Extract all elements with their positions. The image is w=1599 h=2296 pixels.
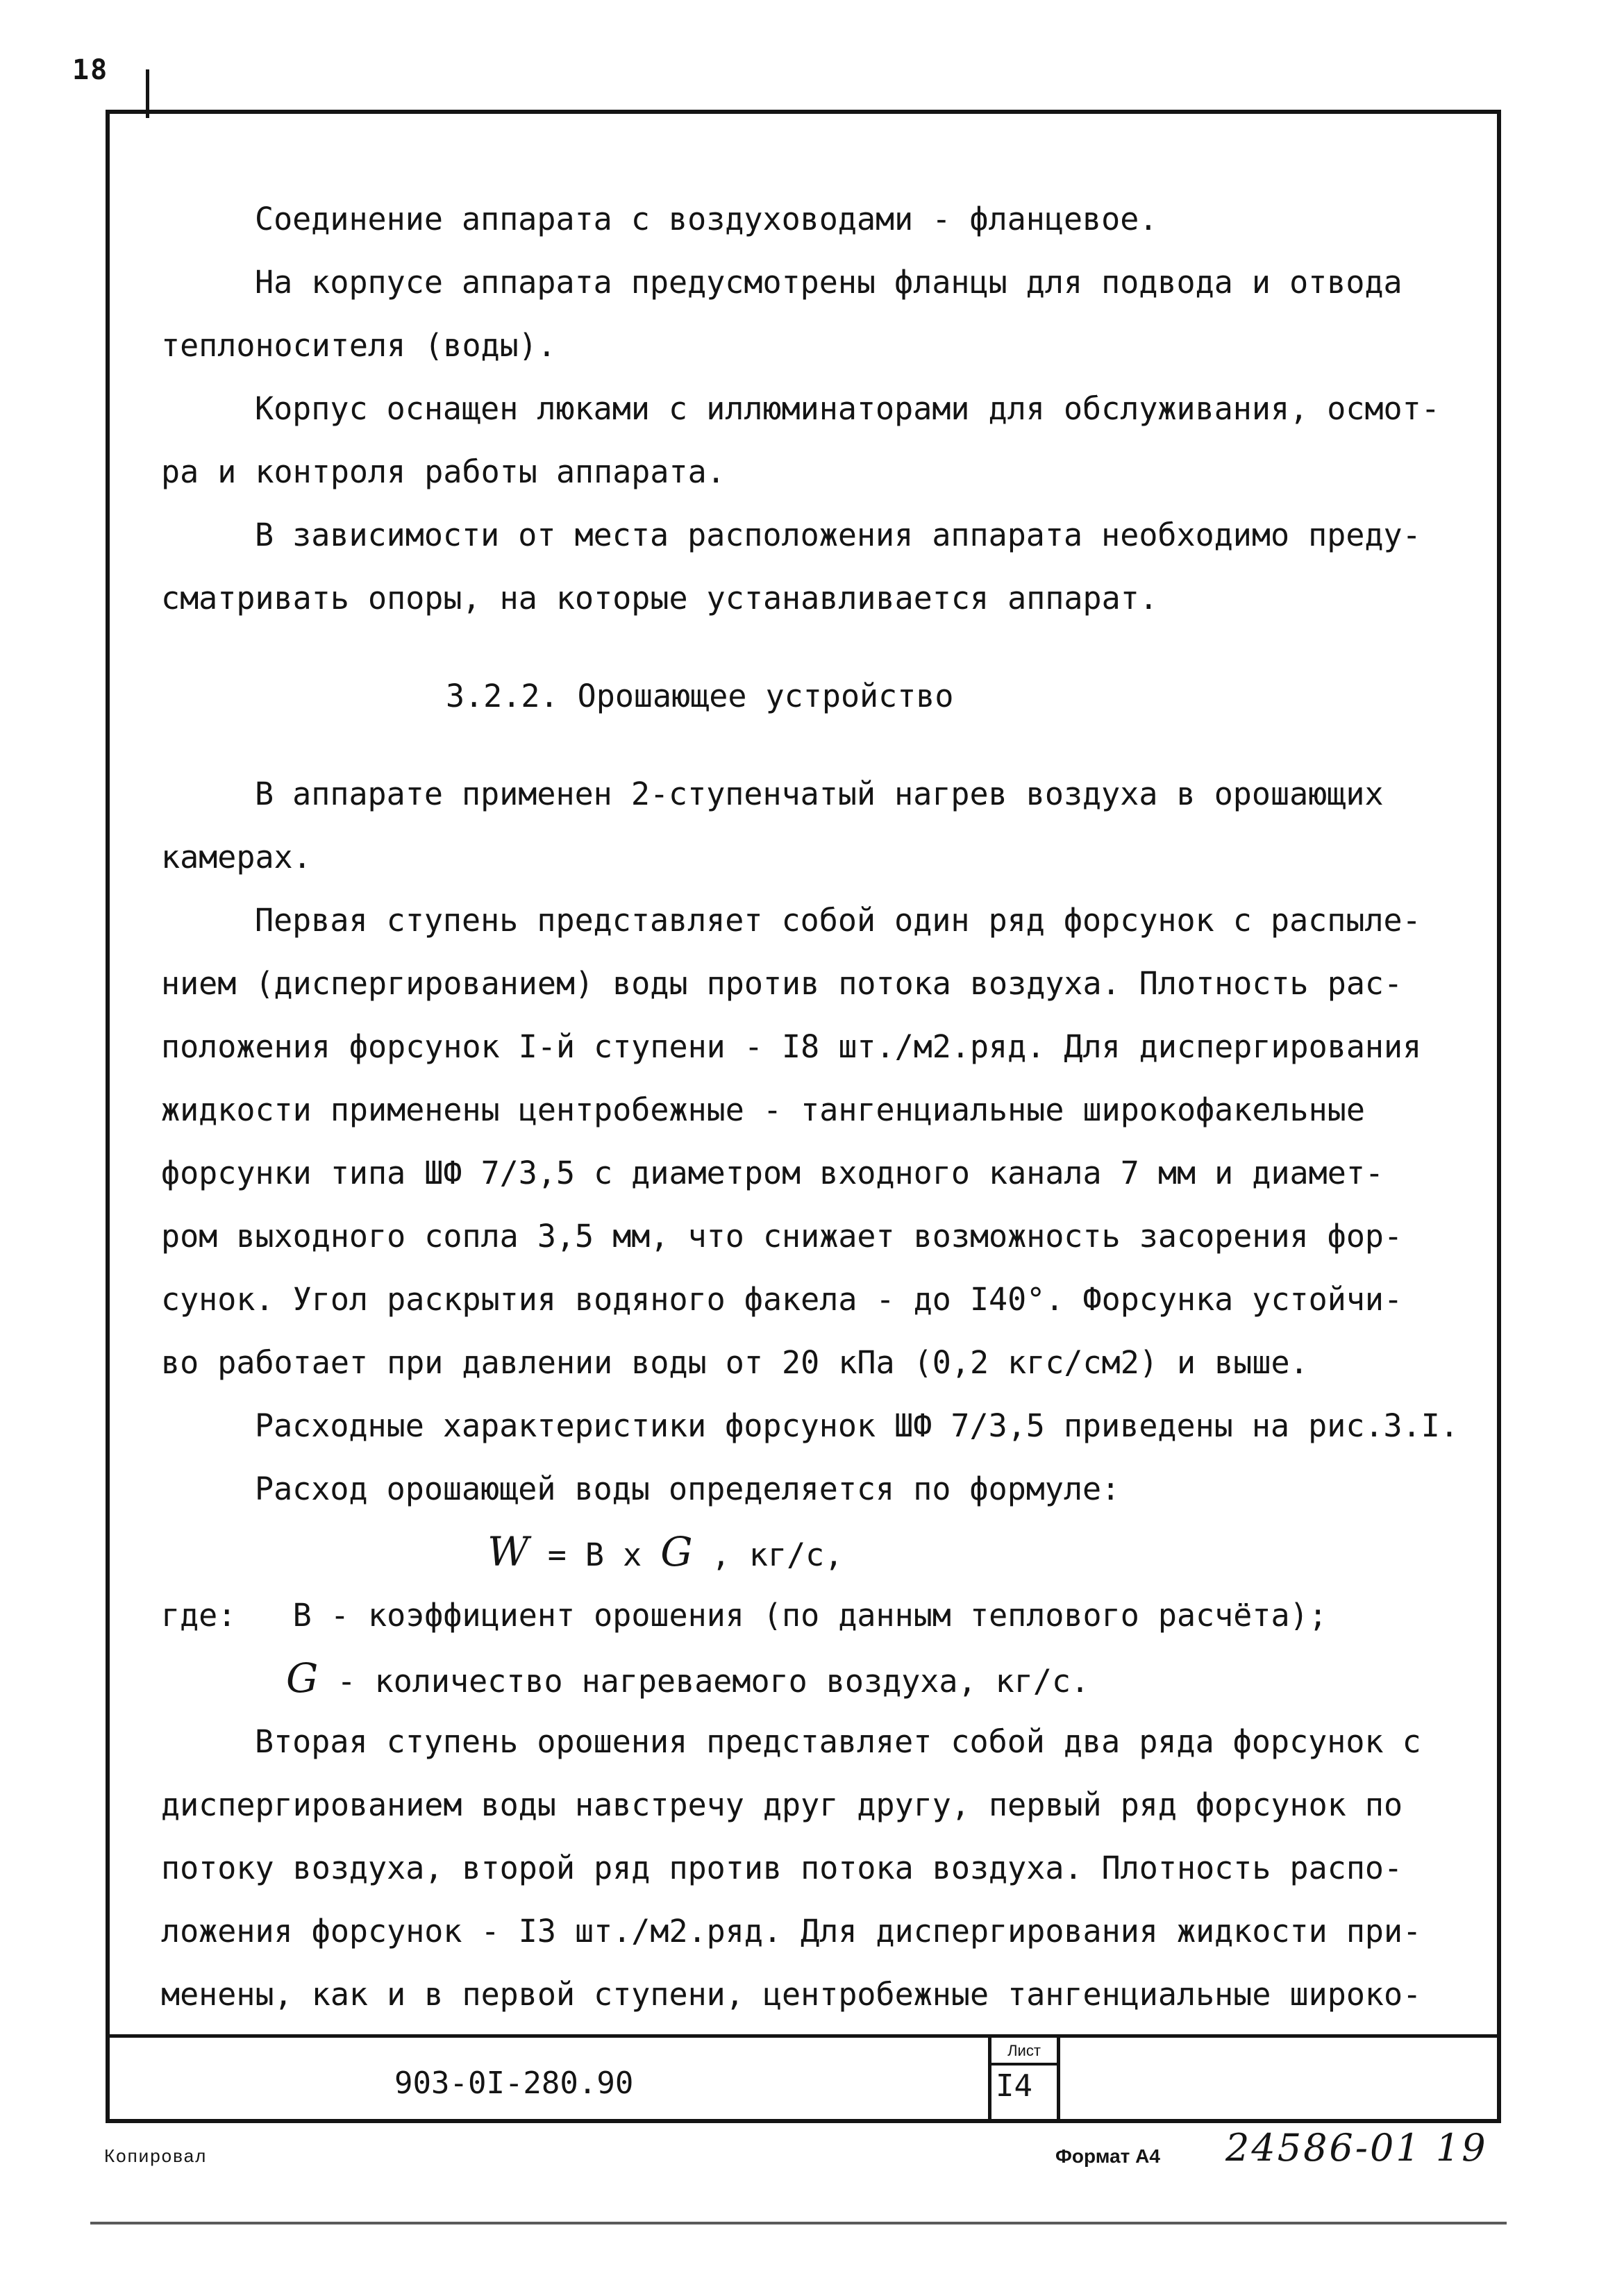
paragraph-line: сунок. Угол раскрытия водяного факела - до I40°. Форсунка устойчи- [161,1281,1403,1318]
title-block [110,2034,1497,2122]
paragraph-line: В зависимости от места расположения аппарата необходимо преду- [255,517,1421,553]
formula-lhs: W [487,1528,529,1575]
paragraph-line: потоку воздуха, второй ряд против потока воздуха. Плотность распо- [161,1850,1403,1886]
paragraph-line: Соединение аппарата с воздуховодами - фланцевое. [255,201,1158,237]
copied-by-label: Копировал [104,2145,208,2166]
formula-rhs-b: = В х [547,1536,642,1573]
paragraph-line: камерах. [161,839,312,875]
legend-g-symbol: G [286,1654,319,1702]
bottom-rule [90,2222,1507,2224]
sheet-label: Лист [991,2038,1057,2065]
paragraph-line: ложения форсунок - I3 шт./м2.ряд. Для диспергирования жидкости при- [161,1913,1422,1950]
legend-g-line [161,1647,1480,1710]
format-label: Формат А4 [1055,2145,1160,2167]
sheet-number: I4 [996,2068,1032,2104]
paragraph-line: во работает при давлении воды от 20 кПа (0,2 кгс/см2) и выше. [161,1344,1309,1381]
paragraph-line: Расход орошающей воды определяется по формуле: [255,1470,1121,1507]
paragraph-line: жидкости применены центробежные - тангенциальные широкофакельные [161,1091,1365,1128]
paragraph-line: Корпус оснащен люками с иллюминаторами для обслуживания, осмот- [255,390,1440,427]
paragraph-line: форсунки типа ШФ 7/3,5 с диаметром входного канала 7 мм и диамет- [161,1155,1384,1191]
section-heading: 3.2.2. Орошающее устройство [446,678,954,714]
formula-unit: , кг/с, [711,1536,844,1573]
paragraph-line: ром выходного сопла 3,5 мм, что снижает возможность засорения фор- [161,1218,1403,1255]
page-number-top: 18 [72,54,109,86]
sheet-cell [988,2038,1060,2122]
formula [161,1520,1480,1584]
formula-rhs-g: G [660,1528,693,1575]
legend-b-text: - коэффициент орошения (по данным теплового расчёта); [330,1597,1328,1634]
legend-b-line [161,1584,1480,1647]
inventory-number: 24586-01 19 [1225,2126,1488,2170]
paragraph-line: На корпусе аппарата предусмотрены фланцы для подвода и отвода [255,264,1403,301]
paragraph-line: сматривать опоры, на которые устанавливается аппарат. [161,580,1158,617]
paragraph-line: нием (диспергированием) воды против потока воздуха. Плотность рас- [161,965,1403,1002]
document-code: 903-0I-280.90 [394,2065,634,2101]
document-body [161,187,1480,2026]
paragraph-line: теплоносителя (воды). [161,327,556,364]
legend-where: где: [161,1597,237,1634]
paragraph-line: Первая ступень представляет собой один ряд форсунок с распыле- [255,902,1421,939]
paragraph-line: В аппарате применен 2-ступенчатый нагрев воздуха в орошающих [255,776,1384,812]
legend-b-symbol: В [292,1597,312,1634]
paragraph-line: Вторая ступень орошения представляет собой два ряда форсунок с [255,1723,1421,1760]
paragraph-line: положения форсунок I-й ступени - I8 шт./м2.ряд. Для диспергирования [161,1028,1422,1065]
paragraph-line: менены, как и в первой ступени, центробежные тангенциальные широко- [161,1976,1422,2013]
paragraph-line: Расходные характеристики форсунок ШФ 7/3,5 приведены на рис.3.I. [255,1407,1459,1444]
paragraph-line: диспергированием воды навстречу друг другу, первый ряд форсунок по [161,1786,1403,1823]
legend-g-text: - количество нагреваемого воздуха, кг/с. [337,1663,1090,1700]
paragraph-line: ра и контроля работы аппарата. [161,453,726,490]
